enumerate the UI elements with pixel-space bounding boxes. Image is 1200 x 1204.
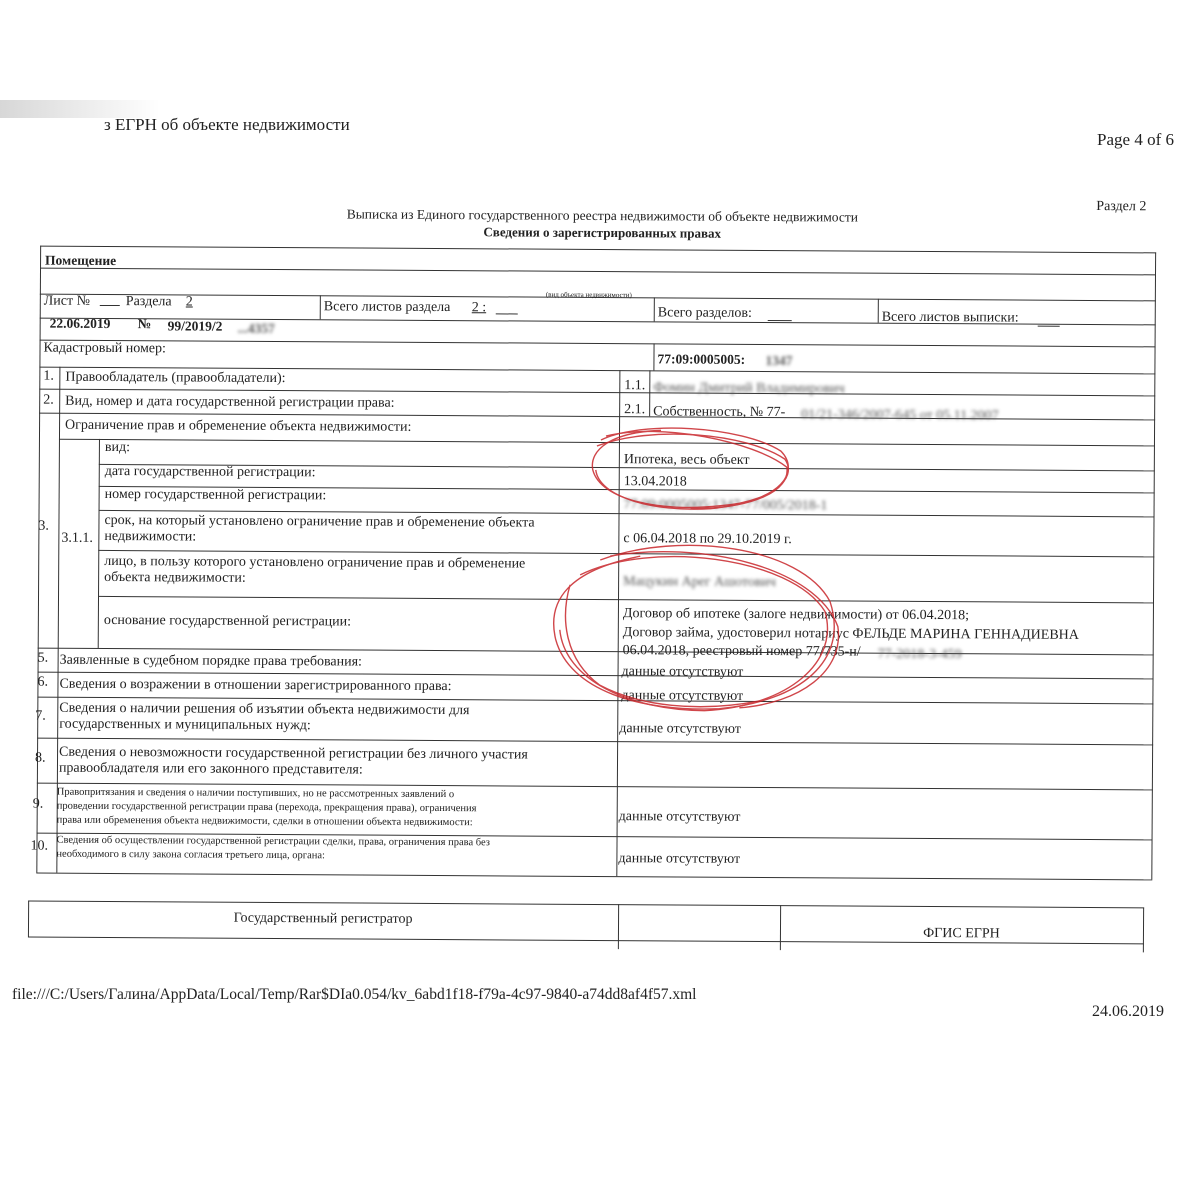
registration-right-subnumber: 2.1.	[624, 402, 646, 418]
registration-basis-line-2: Договор займа, удостоверил нотариус ФЕЛЬДЕ МАРИНА ГЕННАДИЕВНА	[622, 625, 1079, 643]
registration-right-value: Собственность, № 77-	[653, 404, 786, 421]
term-value: с 06.04.2018 по 29.10.2019 г.	[623, 531, 792, 548]
row-10-number: 10.	[30, 838, 49, 854]
total-sheets-section-value: 2 :	[471, 300, 487, 316]
row-9-number: 9.	[32, 796, 44, 812]
extract-number-redacted: ...4357	[237, 320, 275, 337]
object-type-caption: (вид объекта недвижимости)	[545, 290, 632, 300]
document-title: Выписка из Единого государственного реестра недвижимости об объекте недвижимости	[346, 206, 859, 225]
reg-number-label: номер государственной регистрации:	[104, 486, 327, 504]
registration-right-redacted: 01/21-346/2007-645 от 05.11.2007	[801, 407, 999, 424]
consent-label-line-2: необходимого в силу закона согласия третьего лица, органа:	[56, 848, 325, 862]
rightholder-subnumber: 1.1.	[624, 378, 646, 394]
row-3-1-1-number: 3.1.1.	[61, 530, 93, 546]
extract-number: 99/2019/2	[167, 318, 223, 334]
encumbrance-type-value: Ипотека, весь объект	[623, 452, 750, 468]
print-date: 24.06.2019	[1092, 1003, 1164, 1020]
section-label: Раздел 2	[1096, 199, 1147, 215]
section-number-value: 2	[185, 294, 193, 310]
row-1-number: 1.	[43, 368, 54, 384]
row-2-number: 2.	[43, 392, 54, 408]
term-label-line-2: недвижимости:	[104, 528, 197, 545]
objection-value: данные отсутствуют	[621, 688, 744, 704]
claims-value: данные отсутствуют	[618, 809, 741, 825]
section-number-label: Раздела	[125, 294, 172, 310]
row-3-number: 3.	[38, 518, 49, 534]
seizure-label-line-1: Сведения о наличии решения об изъятии объекта недвижимости для	[59, 700, 470, 719]
registration-basis-line-3: 06.04.2018, реестровый номер 77/735-н/	[622, 643, 861, 660]
extract-number-sign: №	[137, 316, 152, 332]
seizure-value: данные отсутствуют	[619, 721, 741, 737]
row-6-number: 6.	[37, 674, 49, 690]
encumbrance-label: Ограничение прав и обременение объекта недвижимости:	[65, 417, 412, 435]
registrar-label: Государственный регистратор	[233, 910, 413, 927]
object-type: Помещение	[45, 252, 117, 269]
claims-label-line-3: права или обременения объекта недвижимости, сделки в отношении объекта недвижимости:	[56, 814, 473, 829]
file-path: file:///C:/Users/Галина/AppData/Local/Temp/Rar$DIa0.054/kv_6abd1f18-f79a-4c97-9840-a74dd8af4f57.xml	[12, 986, 697, 1003]
court-claims-value: данные отсутствуют	[621, 664, 744, 680]
row-5-number: 5.	[37, 650, 49, 666]
registration-basis-line-1: Договор об ипотеке (залоге недвижимости) от 06.04.2018;	[622, 606, 970, 624]
registration-basis-label: основание государственной регистрации:	[103, 612, 352, 630]
rightholder-name-redacted: Фомин Дмитрий Владимирович	[653, 380, 845, 397]
court-claims-label: Заявленные в судебном порядке права требования:	[59, 652, 363, 670]
total-sections-label: Всего разделов:	[657, 305, 752, 321]
reg-date-label: дата государственной регистрации:	[104, 463, 316, 481]
encumbrance-type-label: вид:	[104, 439, 131, 456]
extract-date: 22.06.2019	[49, 315, 111, 332]
total-sheets-section-label: Всего листов раздела	[323, 299, 451, 316]
page-number: Page 4 of 6	[1097, 130, 1174, 149]
beneficiary-label-line-2: объекта недвижимости:	[104, 569, 246, 586]
personal-participation-label-line-1: Сведения о невозможности государственной регистрации без личного участия	[59, 744, 528, 763]
reg-number-redacted: 77:09:0005005:1347-77/005/2018-1	[623, 497, 828, 514]
registration-right-label: Вид, номер и дата государственной регистрации права:	[65, 393, 395, 411]
beneficiary-label-line-1: лицо, в пользу которого установлено ограничение прав и обременение	[104, 553, 526, 572]
consent-label-line-1: Сведения об осуществлении государственной регистрации сделки, права, ограничения права без	[56, 834, 490, 849]
sheet-label: Лист №	[43, 293, 91, 309]
cadastral-label: Кадастровый номер:	[43, 340, 166, 357]
reg-date-value: 13.04.2018	[623, 474, 687, 490]
term-label-line-1: срок, на который установлено ограничение прав и обременение объекта	[104, 512, 535, 531]
print-header-title: з ЕГРН об объекте недвижимости	[104, 115, 350, 134]
registration-basis-redacted: 77-2018-3-459	[877, 646, 962, 663]
cadastral-number: 77:09:0005005:	[657, 351, 746, 367]
consent-value: данные отсутствуют	[618, 851, 741, 867]
seizure-label-line-2: государственных и муниципальных нужд:	[59, 716, 311, 734]
beneficiary-name-redacted: Мацукин Арег Ашотович	[623, 574, 776, 591]
total-sheets-extract-label: Всего листов выписки:	[881, 309, 1019, 326]
claims-label-line-2: проведении государственной регистрации права (перехода, прекращения права), ограничения	[56, 800, 477, 815]
system-label: ФГИС ЕГРН	[923, 925, 1000, 942]
personal-participation-label-line-2: правообладателя или его законного представителя:	[58, 760, 363, 778]
claims-label-line-1: Правопритязания и сведения о наличии поступивших, но не рассмотренных заявлений о	[56, 786, 455, 801]
document-subtitle: Сведения о зарегистрированных правах	[483, 224, 722, 241]
row-8-number: 8.	[34, 750, 46, 766]
cadastral-number-redacted: 1347	[765, 353, 793, 369]
objection-label: Сведения о возражении в отношении зарегистрированного права:	[59, 676, 452, 695]
rightholder-label: Правообладатель (правообладатели):	[65, 369, 286, 387]
red-circle-2d	[565, 585, 760, 707]
row-7-number: 7.	[35, 708, 46, 724]
